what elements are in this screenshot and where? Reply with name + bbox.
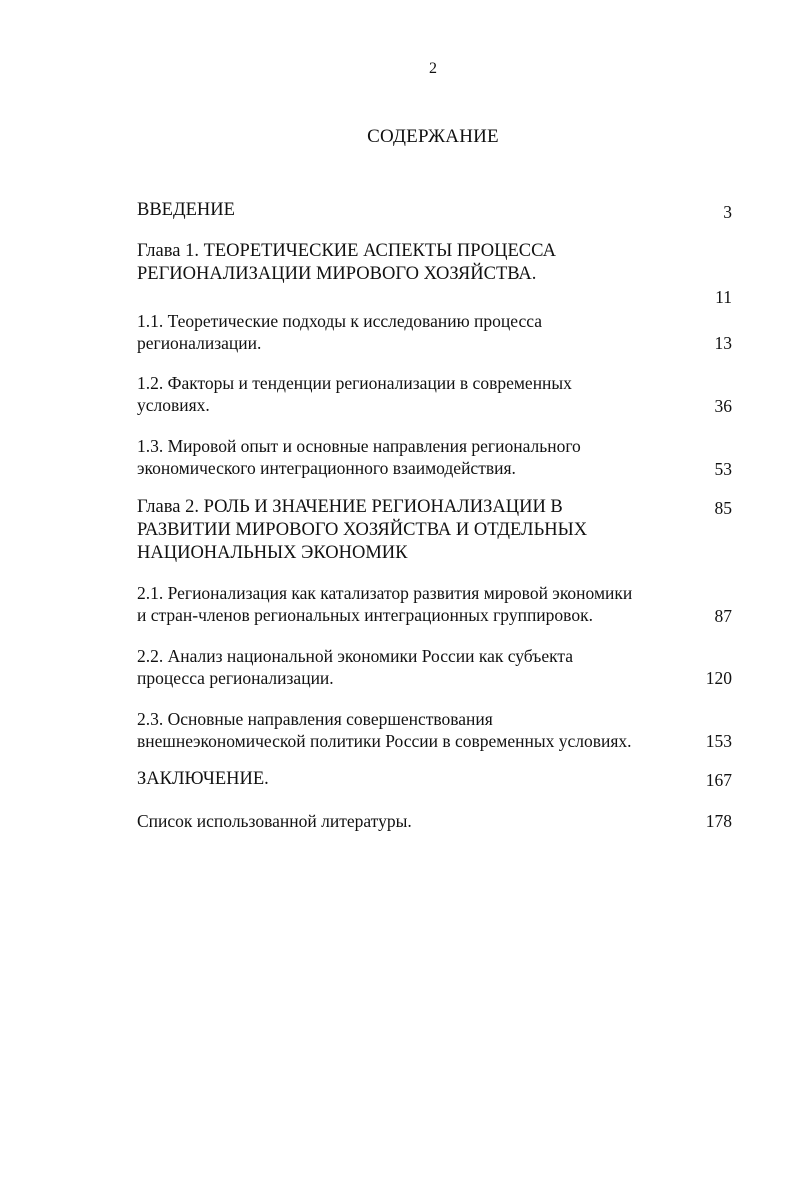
toc-entry-line: условиях. xyxy=(137,395,210,415)
toc-entry-bibliography xyxy=(137,810,412,832)
page-number: 2 xyxy=(429,60,437,77)
toc-entry-line: и стран-членов региональных интеграционных группировок. xyxy=(137,605,593,625)
toc-entry-conclusion xyxy=(137,768,269,791)
toc-entry-line: процесса регионализации. xyxy=(137,668,334,688)
toc-page-number: 85 xyxy=(714,498,732,518)
toc-entry-line: Глава 1. ТЕОРЕТИЧЕСКИЕ АСПЕКТЫ ПРОЦЕССА xyxy=(137,241,556,261)
toc-entry-section-1-1 xyxy=(137,310,542,354)
toc-entry-chapter-2 xyxy=(137,496,587,565)
toc-entry-line: 2.2. Анализ национальной экономики России как субъекта xyxy=(137,646,573,666)
toc-entry-chapter-1 xyxy=(137,240,556,286)
toc-entry-line: экономического интеграционного взаимодействия. xyxy=(137,458,516,478)
toc-entry-section-1-2 xyxy=(137,372,572,416)
toc-entry-line: ВВЕДЕНИЕ xyxy=(137,200,235,220)
toc-entry-section-2-1 xyxy=(137,582,632,626)
toc-entry-introduction xyxy=(137,199,235,222)
toc-entry-line: РАЗВИТИИ МИРОВОГО ХОЗЯЙСТВА И ОТДЕЛЬНЫХ xyxy=(137,520,588,540)
toc-page-number: 153 xyxy=(705,731,732,751)
toc-page-number: 3 xyxy=(723,202,732,222)
toc-page-number: 178 xyxy=(705,811,732,831)
toc-page-number: 36 xyxy=(714,396,732,416)
toc-entry-line: Список использованной литературы. xyxy=(137,811,412,831)
toc-entry-line: 1.2. Факторы и тенденции регионализации в современных xyxy=(137,373,572,393)
toc-entry-line: НАЦИОНАЛЬНЫХ ЭКОНОМИК xyxy=(137,543,408,563)
toc-entry-section-2-2 xyxy=(137,645,573,689)
toc-entry-section-1-3 xyxy=(137,435,581,479)
toc-entry-line: 2.1. Регионализация как катализатор развития мировой экономики xyxy=(137,583,633,603)
toc-entry-line: внешнеэкономической политики России в современных условиях. xyxy=(137,731,632,751)
toc-entry-line: РЕГИОНАЛИЗАЦИИ МИРОВОГО ХОЗЯЙСТВА. xyxy=(137,264,537,284)
toc-page-number: 13 xyxy=(714,333,732,353)
toc-page-number: 11 xyxy=(715,287,732,307)
toc-entry-line: 2.3. Основные направления совершенствования xyxy=(137,709,493,729)
toc-page-number: 167 xyxy=(705,770,732,790)
toc-entry-line: регионализации. xyxy=(137,333,262,353)
toc-entry-line: 1.1. Теоретические подходы к исследованию процесса xyxy=(137,311,542,331)
toc-page-number: 53 xyxy=(714,459,732,479)
toc-page-number: 87 xyxy=(714,606,732,626)
toc-entry-section-2-3 xyxy=(137,708,632,752)
toc-entry-line: ЗАКЛЮЧЕНИЕ. xyxy=(137,769,269,789)
toc-entry-line: Глава 2. РОЛЬ И ЗНАЧЕНИЕ РЕГИОНАЛИЗАЦИИ В xyxy=(137,497,563,517)
toc-entry-line: 1.3. Мировой опыт и основные направления регионального xyxy=(137,436,581,456)
toc-page-number: 120 xyxy=(705,668,732,688)
toc-title: СОДЕРЖАНИЕ xyxy=(367,126,499,147)
